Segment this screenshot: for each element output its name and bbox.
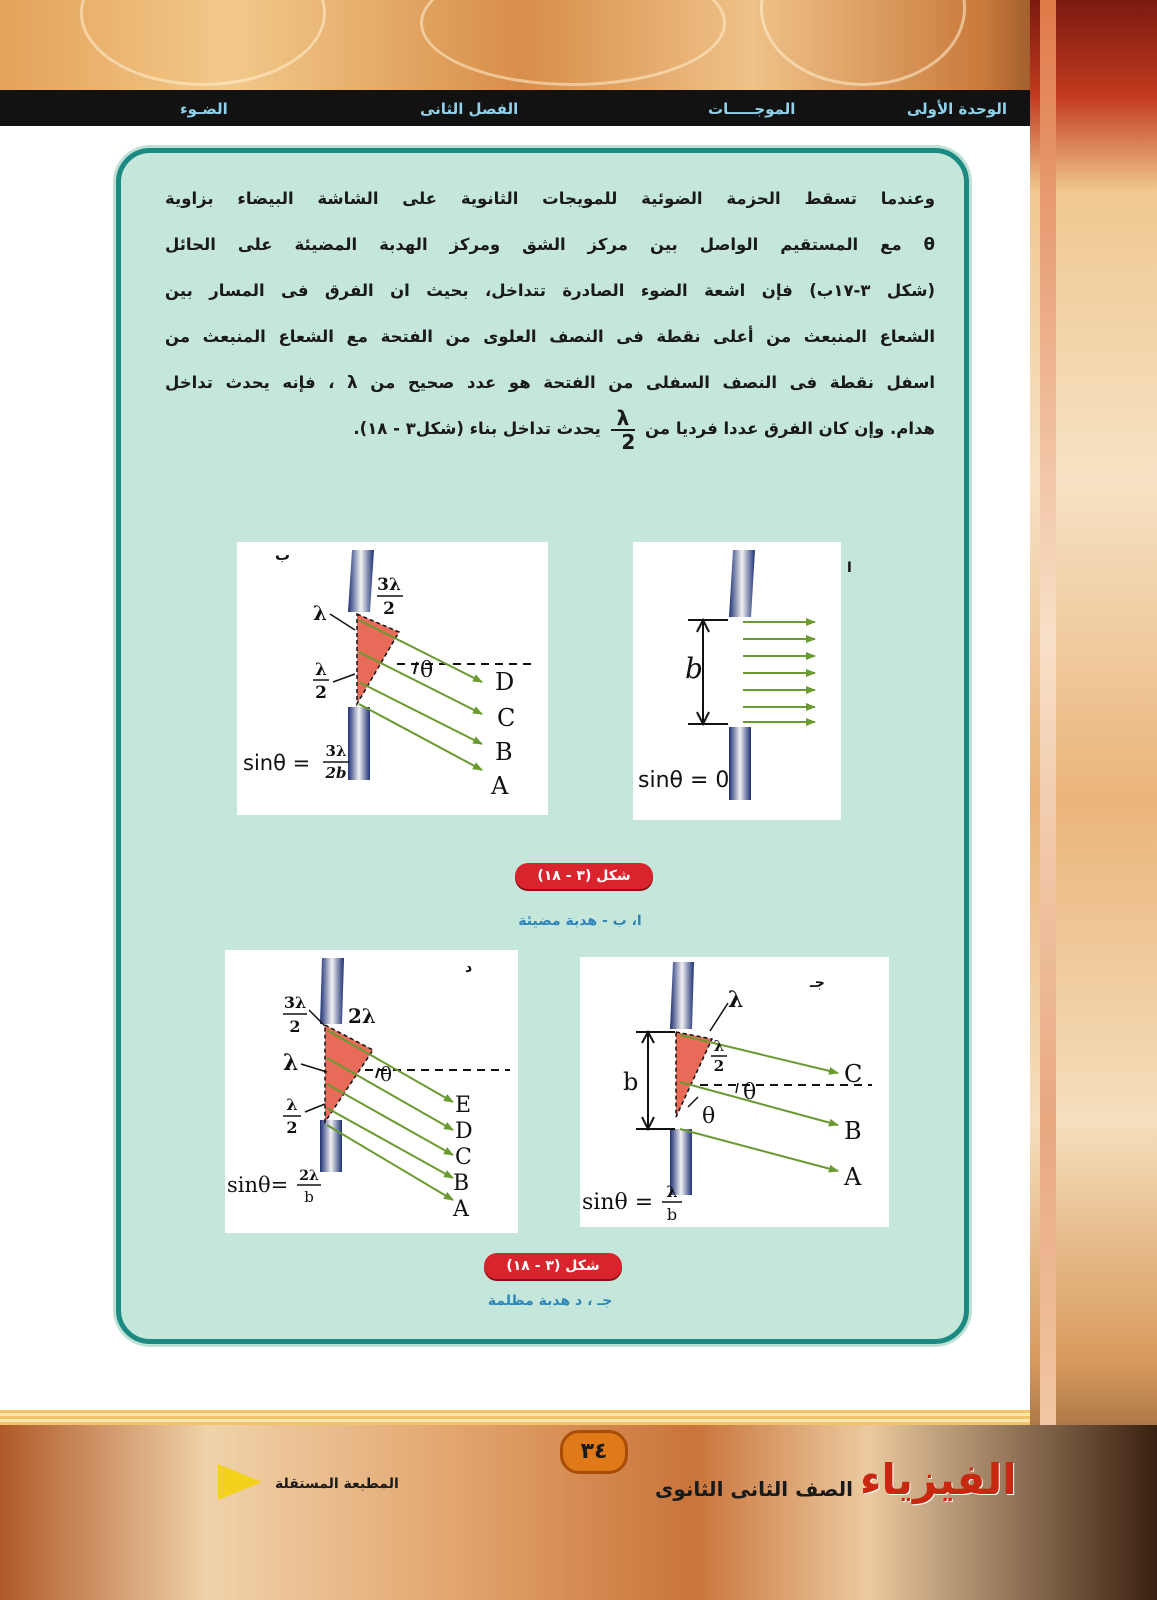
three-half-lambda-num: 3λ — [283, 993, 307, 1012]
slit-wall-top — [729, 550, 755, 617]
figure-caption-top: شكل (٣ - ١٨) — [515, 863, 653, 889]
publisher-name: المطبعة المستقلة — [275, 1476, 399, 1492]
ray-label-e: E — [455, 1093, 472, 1118]
two-lambda-label: 2λ — [348, 1004, 376, 1028]
half-lambda-den: 2 — [315, 683, 327, 703]
arrow-icon — [218, 1464, 262, 1500]
subcaption-bottom: جـ ، د هدبة مظلمة — [487, 1293, 613, 1309]
paragraph-last-after: يحدث تداخل بناء (شكل٣ - ١٨). — [353, 419, 601, 438]
paragraph-last-before: هدام. وإن كان الفرق عددا فرديا من — [645, 419, 935, 438]
formula-num: λ — [666, 1182, 678, 1201]
fraction-denominator: 2 — [621, 429, 636, 454]
footer-stripes — [0, 1410, 1030, 1426]
lambda-label: λ — [728, 987, 744, 1013]
theta-label: θ — [743, 1080, 757, 1105]
formula-left: sinθ = — [243, 751, 311, 775]
paragraph-line: وعندما تسقط الحزمة الضوئية للمويجات الثانوية على الشاشة البيضاء بزاوية — [165, 189, 935, 208]
theta-label: θ — [420, 658, 434, 683]
header-light: الضـوء — [180, 100, 228, 118]
body-paragraph — [165, 176, 935, 452]
paragraph-line: الشعاع المنبعث من أعلى نقطة فى النصف العلوى من الفتحة مع الشعاع المنبعث من — [165, 327, 935, 346]
half-lambda-num: λ — [286, 1095, 298, 1114]
formula-sin-zero: sinθ = 0 — [638, 768, 730, 793]
half-lambda-num: λ — [315, 660, 327, 680]
formula-num: 3λ — [325, 742, 347, 760]
ray-label-c: C — [455, 1145, 472, 1170]
lambda-half-fraction — [611, 407, 636, 453]
slit-wall-bottom — [729, 727, 751, 800]
formula-left: sinθ = — [582, 1190, 654, 1215]
figure-d-label: د — [465, 960, 473, 976]
lambda-label: λ — [313, 601, 328, 625]
parallel-rays — [743, 622, 815, 722]
formula-num: 2λ — [299, 1168, 319, 1184]
formula-den: b — [666, 1205, 678, 1224]
grade-label: الصف الثانى الثانوى — [655, 1477, 854, 1501]
ray-label-d: D — [495, 668, 515, 696]
half-lambda-num: λ — [713, 1037, 725, 1055]
paragraph-line: اسفل نقطة فى النصف السفلى من الفتحة هو عدد صحيح من λ ، فإنه يحدث تداخل — [165, 373, 935, 392]
figure-caption-bottom: شكل (٣ - ١٨) — [484, 1253, 622, 1279]
fraction-numerator: λ — [611, 407, 636, 431]
three-half-lambda-den: 2 — [289, 1017, 301, 1036]
formula-den: 2b — [325, 764, 347, 782]
figure-a-label: ا — [847, 560, 852, 576]
ray-label-a: A — [491, 772, 509, 800]
right-decorative-strip — [1030, 0, 1157, 1600]
header-chapter: الفصل الثانى — [420, 100, 519, 118]
ray-label-b: B — [844, 1117, 862, 1145]
ray-label-b: B — [495, 738, 513, 766]
path-difference-wedge — [325, 1025, 373, 1122]
ray-label-c: C — [844, 1060, 863, 1088]
slit-label-b: b — [685, 652, 703, 685]
three-half-lambda-den: 2 — [383, 599, 395, 619]
formula-left: sinθ= — [227, 1173, 289, 1197]
paragraph-line-last — [165, 406, 935, 452]
paragraph-line: (شكل ٣-١٧ب) فإن اشعة الضوء الصادرة تتداخل، بحيث ان الفرق فى المسار بين — [165, 281, 935, 300]
paragraph-line: θ مع المستقيم الواصل بين مركز الشق ومركز الهدبة المضيئة على الحائل — [165, 235, 935, 254]
header-waves: الموجـــــات — [708, 100, 796, 118]
figure-b — [237, 542, 548, 815]
ray-label-d: D — [455, 1119, 473, 1144]
top-banner — [0, 0, 1157, 90]
ray-label-b: B — [453, 1171, 470, 1196]
figure-d — [225, 950, 518, 1233]
ray-label-c: C — [497, 704, 516, 732]
ray-label-a: A — [453, 1197, 469, 1222]
theta-label-2: θ — [702, 1104, 716, 1129]
header-unit: الوحدة الأولى — [906, 100, 1007, 118]
subcaption-top: ا، ب - هدبة مضيئة — [518, 913, 642, 929]
subject-title: الفيزياء — [860, 1455, 1017, 1504]
three-half-lambda-num: 3λ — [377, 575, 401, 595]
figure-c-label: جـ — [810, 975, 825, 991]
page-number: ٣٤ — [560, 1430, 628, 1474]
ray-label-a: A — [844, 1163, 862, 1191]
figure-b-label: ب — [275, 546, 291, 564]
half-lambda-den: 2 — [713, 1057, 725, 1075]
formula-den: b — [304, 1188, 314, 1206]
figure-c — [580, 957, 889, 1227]
figure-a — [633, 542, 841, 820]
lambda-label: λ — [283, 1050, 299, 1076]
theta-label: θ — [380, 1062, 393, 1086]
half-lambda-den: 2 — [286, 1118, 298, 1137]
slit-label-b: b — [623, 1068, 639, 1096]
